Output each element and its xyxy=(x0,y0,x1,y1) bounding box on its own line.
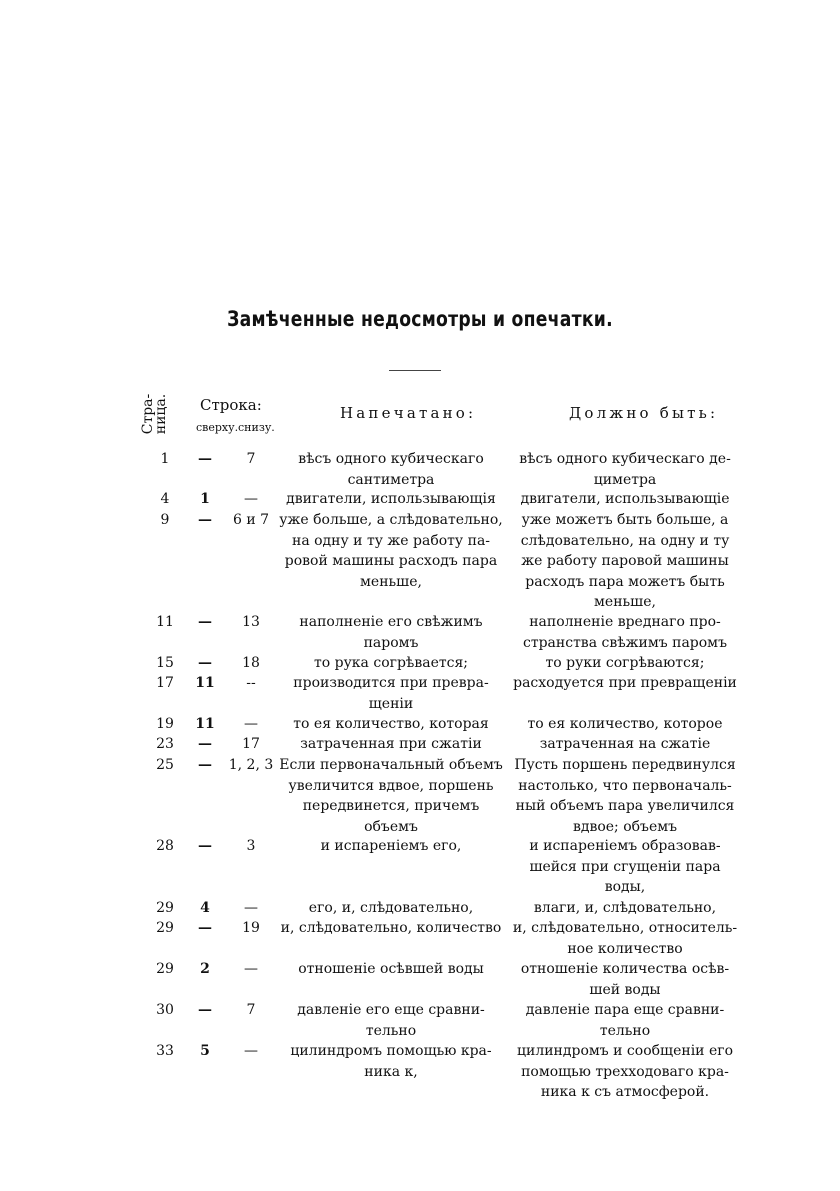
row-line-from-bottom: — xyxy=(244,900,258,916)
row-should-be: Пусть поршень передвинулся настолько, что первоначаль- ный объемъ пара увеличился вдвое; объемъ xyxy=(514,757,736,835)
row-page: 28 xyxy=(156,838,174,854)
header-should-be: Должно быть: xyxy=(569,404,719,422)
row-line-from-bottom: — xyxy=(244,1043,258,1059)
row-should-be: цилиндромъ и сообщеніи его помощью трехходоваго кра- ника к съ атмосферой. xyxy=(517,1043,733,1100)
row-line-from-top: 1 xyxy=(200,491,210,507)
row-should-be: наполненіе вреднаго про- странства свѣжимъ паромъ xyxy=(523,614,727,651)
row-page: 17 xyxy=(156,675,174,691)
header-page: Стра- ница. xyxy=(140,393,169,435)
row-line-from-top: 5 xyxy=(200,1043,210,1059)
row-should-be: вѣсъ одного кубическаго де- циметра xyxy=(519,451,731,488)
row-should-be: отношеніе количества осѣв- шей воды xyxy=(520,961,730,998)
row-line-from-bottom: 19 xyxy=(242,920,260,936)
row-page: 1 xyxy=(160,451,170,467)
row-line-from-top: — xyxy=(198,920,212,936)
row-line-from-top: — xyxy=(198,512,212,528)
row-line-from-bottom: 6 и 7 xyxy=(232,512,270,528)
row-line-from-top: 11 xyxy=(195,716,215,732)
row-page: 19 xyxy=(156,716,174,732)
row-printed: отношеніе осѣвшей воды xyxy=(298,961,484,977)
row-line-from-bottom: — xyxy=(244,491,258,507)
row-line-from-bottom: 17 xyxy=(242,736,260,752)
row-should-be: и, слѣдовательно, относитель- ное количество xyxy=(512,920,738,957)
row-line-from-top: — xyxy=(198,655,212,671)
row-line-from-top: 4 xyxy=(200,900,210,916)
row-printed: затраченная при сжатіи xyxy=(300,736,482,752)
row-page: 4 xyxy=(160,491,170,507)
row-line-from-top: — xyxy=(198,736,212,752)
row-should-be: давленіе пара еще сравни- тельно xyxy=(525,1002,725,1039)
header-from-bottom: снизу. xyxy=(238,421,275,434)
row-line-from-top: — xyxy=(198,1002,212,1018)
row-line-from-bottom: 7 xyxy=(246,451,256,467)
row-line-from-bottom: — xyxy=(244,716,258,732)
row-printed: вѣсъ одного кубическаго сантиметра xyxy=(298,451,484,488)
row-line-from-bottom: 18 xyxy=(242,655,260,671)
row-printed: цилиндромъ помощью кра- ника к, xyxy=(290,1043,492,1080)
row-line-from-bottom: 1, 2, 3 xyxy=(228,757,274,773)
row-page: 33 xyxy=(156,1043,174,1059)
row-should-be: затраченная на сжатіе xyxy=(539,736,711,752)
page-title: Замѣченные недосмотры и опечатки. xyxy=(227,307,613,331)
row-page: 29 xyxy=(156,920,174,936)
row-line-from-bottom: 13 xyxy=(242,614,260,630)
row-line-from-top: 11 xyxy=(195,675,215,691)
row-printed: давленіе его еще сравни- тельно xyxy=(297,1002,485,1039)
row-printed: наполненіе его свѣжимъ паромъ xyxy=(299,614,483,651)
row-printed: Если первоначальный объемъ увеличится вдвое, поршень передвинется, причемъ объемъ xyxy=(279,757,503,835)
row-line-from-top: — xyxy=(198,838,212,854)
row-page: 23 xyxy=(156,736,174,752)
row-should-be: влаги, и, слѣдовательно, xyxy=(533,900,717,916)
row-page: 15 xyxy=(156,655,174,671)
header-from-top: сверху. xyxy=(196,421,239,434)
row-line-from-top: — xyxy=(198,757,212,773)
row-line-from-bottom: 3 xyxy=(246,838,256,854)
row-should-be: и испареніемъ образовав- шейся при сгущеніи пара воды, xyxy=(529,838,721,895)
row-printed: и, слѣдовательно, количество xyxy=(280,920,502,936)
row-should-be: уже можетъ быть больше, а слѣдовательно, на одну и ту же работу паровой машины расходъ пара можетъ быть меньше, xyxy=(520,512,730,610)
header-line: Строка: xyxy=(200,396,262,414)
row-line-from-bottom: 7 xyxy=(246,1002,256,1018)
row-page: 9 xyxy=(160,512,170,528)
row-page: 11 xyxy=(156,614,174,630)
row-line-from-top: 2 xyxy=(200,961,210,977)
row-should-be: двигатели, использывающіе xyxy=(520,491,730,507)
row-page: 25 xyxy=(156,757,174,773)
row-printed: его, и, слѣдовательно, xyxy=(308,900,474,916)
row-line-from-top: — xyxy=(198,451,212,467)
row-printed: и испареніемъ его, xyxy=(320,838,462,854)
row-should-be: то ея количество, которое xyxy=(527,716,723,732)
row-printed: производится при превра- щеніи xyxy=(293,675,489,712)
row-line-from-top: — xyxy=(198,614,212,630)
row-printed: то рука согрѣвается; xyxy=(313,655,469,671)
row-printed: двигатели, использывающія xyxy=(286,491,496,507)
row-page: 30 xyxy=(156,1002,174,1018)
title-divider xyxy=(389,370,441,371)
row-printed: уже больше, а слѣдовательно, на одну и ту же работу па- ровой машины расходъ пара меньше, xyxy=(279,512,503,590)
row-printed: то ея количество, которая xyxy=(293,716,489,732)
row-line-from-bottom: -- xyxy=(246,675,256,691)
row-page: 29 xyxy=(156,961,174,977)
row-line-from-bottom: — xyxy=(244,961,258,977)
header-printed: Напечатано: xyxy=(340,404,477,422)
row-page: 29 xyxy=(156,900,174,916)
row-should-be: то руки согрѣваются; xyxy=(545,655,705,671)
row-should-be: расходуется при превращеніи xyxy=(513,675,737,691)
